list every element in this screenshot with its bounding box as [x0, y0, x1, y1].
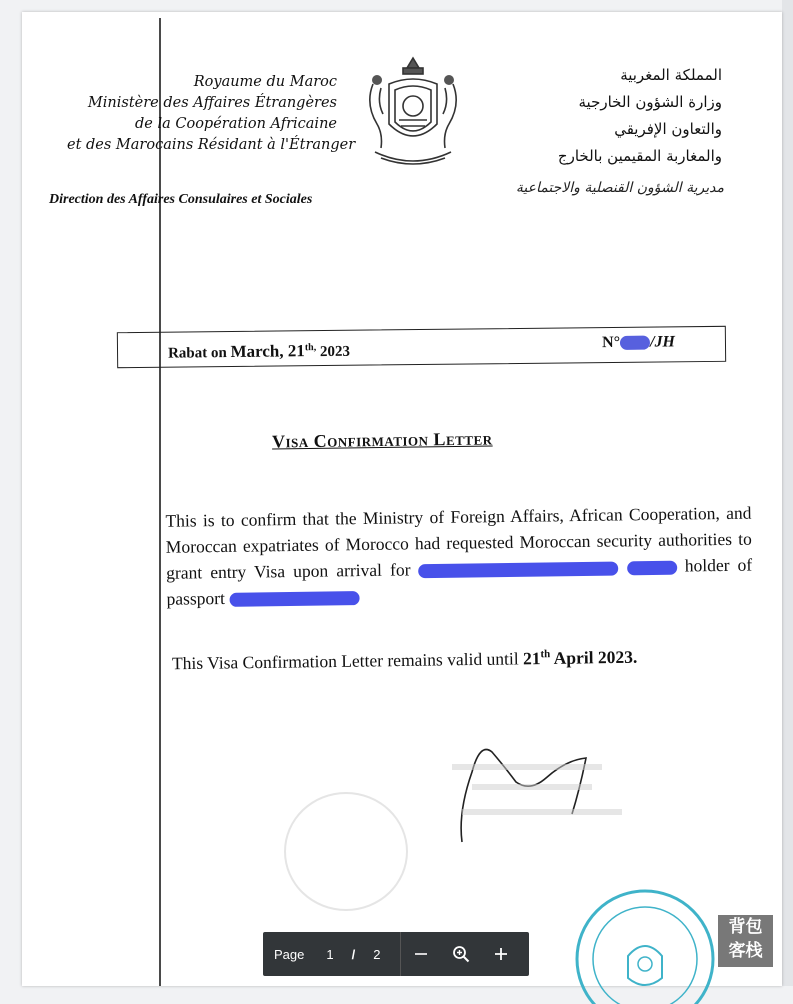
watermark-text: 客栈 [728, 941, 763, 961]
ref-suffix: /JH [649, 333, 676, 351]
letterhead-line: de la Coopération Africaine [135, 116, 337, 132]
reference-number [602, 333, 675, 352]
zoom-in-button[interactable] [481, 932, 521, 976]
letterhead-line: وزارة الشؤون الخارجية [578, 93, 722, 111]
date-value: March, 21 [230, 341, 305, 361]
redaction-mark [229, 591, 359, 607]
fit-zoom-button[interactable] [441, 932, 481, 976]
date-reference-box [117, 326, 726, 368]
letterhead-line: Royaume du Maroc [193, 74, 337, 90]
paragraph-text: This is to confirm that the Ministry of Foreign Affairs, African Cooperation, and Moroccan expatriates of Morocco had requested Moroccan security authorities to grant entry Visa upon arrival for [165, 502, 752, 583]
letter-body [121, 500, 752, 613]
watermark-text: 背包 [728, 917, 763, 937]
letterhead-line: Ministère des Affaires Étrangères [87, 95, 337, 111]
validity-text: This Visa Confirmation Letter remains valid until [171, 648, 519, 674]
plus-icon [493, 946, 509, 962]
date-ordinal: th, [304, 342, 317, 354]
date-year: 2023 [319, 343, 351, 361]
faint-stamp-icon [284, 792, 408, 911]
scan-fold-line [159, 18, 161, 986]
zoom-out-button[interactable] [401, 932, 441, 976]
validity-date: April 2023. [553, 646, 638, 668]
date-prefix: Rabat on [167, 345, 227, 362]
letterhead-line: والتعاون الإفريقي [614, 120, 722, 138]
redaction-mark [627, 561, 677, 576]
redaction-mark [620, 336, 650, 350]
redaction-mark [418, 561, 618, 578]
arabic-letterhead [492, 62, 722, 170]
scrollbar-track[interactable] [782, 0, 793, 986]
watermark-logo [718, 915, 773, 967]
signature-icon [422, 717, 652, 852]
moroccan-coat-of-arms-icon [359, 54, 467, 172]
arabic-direction: مديرية الشؤون القنصلية والاجتماعية [515, 180, 724, 196]
letterhead-line: et des Marocains Résidant à l'Étranger [67, 137, 356, 153]
letter-date [168, 341, 350, 363]
letter-title: Visa Confirmation Letter [271, 428, 493, 452]
pdf-page-toolbar [263, 932, 529, 976]
page-label: Page [274, 946, 305, 962]
letterhead-line: المملكة المغربية [620, 66, 722, 84]
embassy-seal-icon [570, 884, 720, 1004]
letterhead-line: والمغاربة المقيمين بالخارج [557, 147, 722, 165]
total-pages: 2 [373, 946, 381, 962]
french-letterhead [67, 72, 356, 156]
ref-prefix: N° [602, 333, 621, 352]
paragraph-text: holder of passport [166, 554, 753, 609]
document-page [22, 12, 782, 986]
validity-line [172, 647, 638, 674]
page-separator: / [351, 946, 356, 962]
validity-ordinal: th [540, 648, 551, 661]
minus-icon [413, 946, 429, 962]
zoom-icon [452, 945, 470, 963]
french-direction: Direction des Affaires Consulaires et Sociales [49, 192, 313, 207]
current-page-input[interactable]: 1 [326, 946, 334, 962]
validity-day: 21 [522, 648, 541, 669]
